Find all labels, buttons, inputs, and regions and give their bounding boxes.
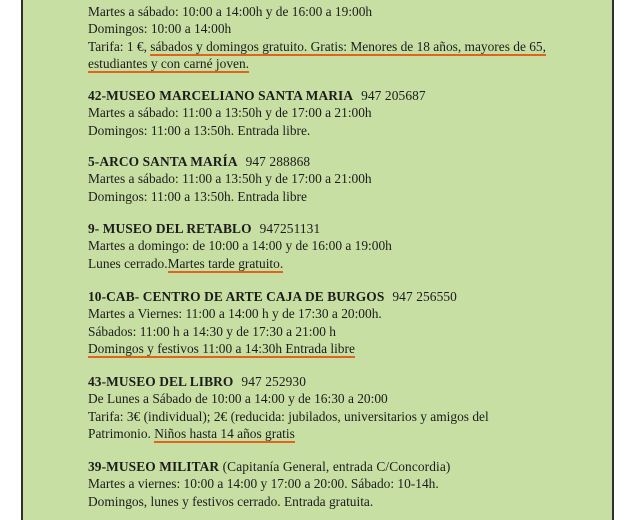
entry-4-heading	[88, 288, 584, 305]
entry-6-hours-1: Martes a viernes: 10:00 a 14:00 y 17:00 a 20:00. Sábado: 10-14h.	[88, 476, 439, 492]
museum-entry-1	[88, 87, 584, 139]
entry-3-hours-1: Martes a domingo: de 10:00 a 14:00 y de 16:00 a 19:00h	[88, 238, 392, 254]
entry-5-hours-1: De Lunes a Sábado de 10:00 a 14:00 y de 16:30 a 20:00	[88, 391, 388, 407]
museum-entry-2	[88, 153, 584, 205]
entry-2-heading	[88, 153, 584, 170]
museum-entry-6	[88, 458, 584, 510]
entry-5-tarifa: Tarifa: 3€ (individual); 2€ (reducida: jubilados, universitarios y amigos del	[88, 408, 489, 424]
entry-4-phone: 947 256550	[392, 289, 457, 304]
entry-4-hours-2: Sábados: 11:00 h a 14:30 y de 17:30 a 21:00 h	[88, 323, 336, 339]
entry-1-phone: 947 205687	[361, 88, 426, 103]
entry-2-phone: 947 288868	[245, 154, 311, 169]
entry-4-title: 10-CAB- CENTRO DE ARTE CAJA DE BURGOS	[88, 289, 385, 304]
entry-1-hours-2: Domingos: 11:00 a 13:50h. Entrada libre.	[88, 122, 311, 138]
entry-4-sunday	[88, 340, 584, 357]
entry-3-heading	[88, 220, 584, 237]
entry-3-closed	[88, 255, 584, 272]
entry-6-title: 39-MUSEO MILITAR	[88, 459, 220, 474]
entry-3-title: 9- MUSEO DEL RETABLO	[88, 221, 252, 236]
entry-5-patrimonio	[88, 425, 584, 442]
museum-entry-5	[88, 373, 584, 442]
entry-1-title: 42-MUSEO MARCELIANO SANTA MARIA	[88, 88, 354, 103]
entry-5-heading	[88, 373, 584, 390]
entry-0-tarifa-cont	[88, 55, 584, 72]
entry-3-phone: 947251131	[259, 221, 321, 236]
entry-2-title: 5-ARCO SANTA MARÍA	[88, 154, 238, 169]
entry-0-tarifa-prefix: Tarifa: 1 €,	[88, 38, 151, 54]
entry-0-tarifa-underlined: sábados y domingos gratuito. Gratis: Menores de 18 años, mayores de 65,	[150, 38, 546, 54]
entry-6-heading	[88, 458, 584, 475]
entry-5-free-note: Niños hasta 14 años gratis	[154, 425, 295, 441]
entry-2-hours-1: Martes a sábado: 11:00 a 13:50h y de 17:00 a 21:00h	[88, 171, 372, 187]
museum-entry-0	[88, 3, 584, 72]
entry-5-patrimonio-prefix: Patrimonio.	[88, 425, 155, 441]
museum-entry-3	[88, 220, 584, 272]
entry-3-free-note: Martes tarde gratuito.	[167, 255, 284, 271]
entry-4-hours-1: Martes a Viernes: 11:00 a 14:00 h y de 17:30 a 20:00h.	[88, 306, 382, 322]
entry-6-hours-2: Domingos, lunes y festivos cerrado. Entrada gratuita.	[88, 493, 374, 509]
entry-2-hours-2: Domingos: 11:00 a 13:50h. Entrada libre	[88, 188, 307, 204]
entry-1-hours-1: Martes a sábado: 11:00 a 13:50h y de 17:00 a 21:00h	[88, 105, 372, 121]
entry-1-heading	[88, 87, 584, 104]
entry-5-phone: 947 252930	[241, 374, 307, 389]
entry-4-free-note: Domingos y festivos 11:00 a 14:30h Entrada libre	[88, 340, 355, 356]
museum-entry-4	[88, 288, 584, 357]
entry-6-location-note: (Capitanía General, entrada C/Concordia)	[222, 459, 451, 474]
document-page	[21, 0, 614, 520]
entry-0-hours-2: Domingos: 10:00 a 14:00h	[88, 21, 232, 37]
entry-0-tarifa	[88, 38, 584, 55]
entry-0-hours-1: Martes a sábado: 10:00 a 14:00h y de 16:00 a 19:00h	[88, 4, 373, 19]
entry-5-title: 43-MUSEO DEL LIBRO	[88, 374, 234, 389]
entry-3-closed-prefix: Lunes cerrado.	[88, 255, 168, 271]
entry-0-tarifa-underlined-2: estudiantes y con carné joven.	[88, 55, 250, 71]
